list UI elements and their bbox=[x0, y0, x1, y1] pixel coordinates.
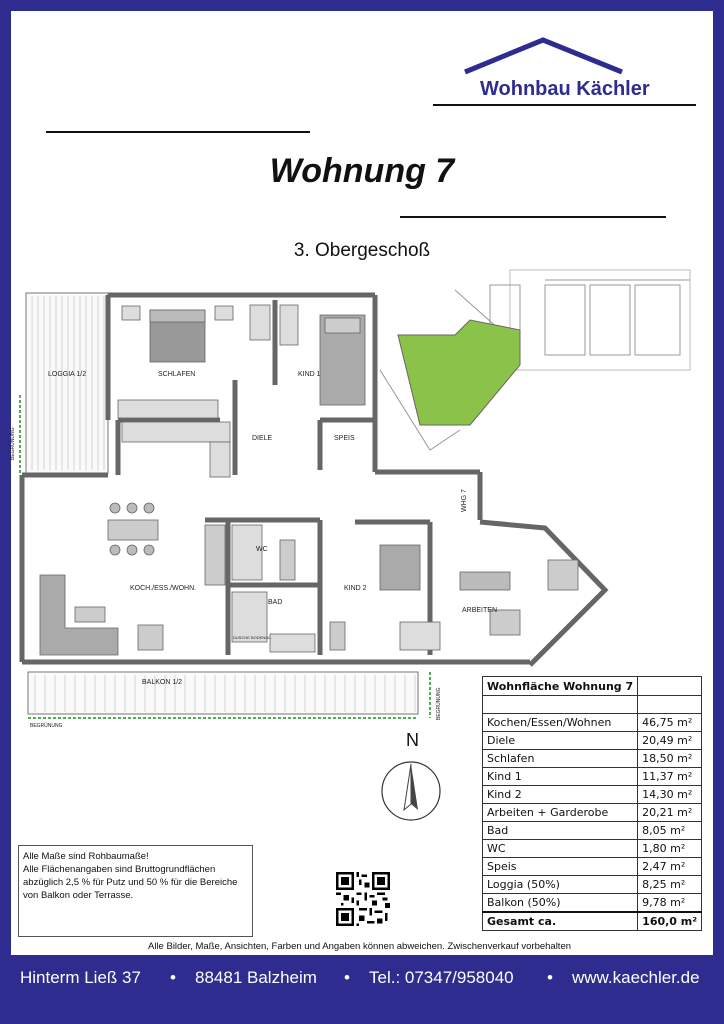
label-arbeiten: ARBEITEN bbox=[462, 607, 498, 614]
footer-address: Hinterm Ließ 37 bbox=[20, 968, 141, 987]
label-koch: KOCH./ESS./WOHN. bbox=[130, 585, 197, 592]
label-kind2: KIND 2 bbox=[344, 585, 367, 592]
label-greenery-bottom: BEGRÜNUNG bbox=[30, 723, 63, 729]
label-bad: BAD bbox=[268, 599, 283, 606]
footer-bullet: • bbox=[547, 968, 553, 987]
qr-code-icon bbox=[336, 872, 390, 926]
floor-label: 3. Obergeschoß bbox=[293, 240, 431, 261]
table-row: WC 1,80 m² bbox=[483, 840, 702, 858]
label-greenery-right: BEGRÜNUNG bbox=[436, 687, 442, 720]
notes-box bbox=[18, 845, 253, 937]
disclaimer: Alle Bilder, Maße, Ansichten, Farben und Angaben können abweichen. Zwischenverkauf vorbehalten bbox=[148, 941, 572, 952]
table-row: Loggia (50%) 8,25 m² bbox=[483, 876, 702, 894]
footer-phone: Tel.: 07347/958040 bbox=[369, 968, 514, 987]
footer-website-link[interactable]: www.kaechler.de bbox=[572, 968, 700, 987]
area-table-header-row bbox=[483, 677, 702, 696]
table-total-row: Gesamt ca. 160,0 m² bbox=[483, 912, 702, 931]
label-greenery-left: BEGRÜNUNG bbox=[10, 427, 16, 460]
label-shower: DUSCHE BODENGL. bbox=[233, 635, 272, 640]
table-row: Bad 8,05 m² bbox=[483, 822, 702, 840]
apartment-title: Wohnung 7 bbox=[269, 152, 455, 190]
table-row: Kind 2 14,30 m² bbox=[483, 786, 702, 804]
label-whg: WHG 7 bbox=[461, 489, 468, 512]
table-row: Kochen/Essen/Wohnen 46,75 m² bbox=[483, 714, 702, 732]
label-diele: DIELE bbox=[252, 435, 273, 442]
footer-bullet: • bbox=[170, 968, 176, 987]
note-line: von Balkon oder Terrasse. bbox=[23, 890, 134, 901]
table-row: Diele 20,49 m² bbox=[483, 732, 702, 750]
label-balkon: BALKON 1/2 bbox=[142, 679, 183, 686]
note-line: Alle Maße sind Rohbaumaße! bbox=[23, 851, 149, 862]
label-schlafen: SCHLAFEN bbox=[158, 371, 196, 378]
compass-icon bbox=[380, 760, 442, 822]
footer-bullet: • bbox=[344, 968, 350, 987]
footer-bar bbox=[0, 962, 724, 996]
note-line: abzüglich 2,5 % für Putz und 50 % für die Bereiche bbox=[23, 877, 238, 888]
table-row: Schlafen 18,50 m² bbox=[483, 750, 702, 768]
key-plan-apartment-highlight bbox=[398, 320, 520, 425]
north-label: N bbox=[406, 730, 419, 750]
balcony-area bbox=[28, 672, 430, 718]
table-row: Arbeiten + Garderobe 20,21 m² bbox=[483, 804, 702, 822]
label-kind1: KIND 1 bbox=[298, 371, 321, 378]
area-table bbox=[482, 676, 702, 931]
brand-logo-text: Wohnbau Kächler bbox=[480, 78, 650, 100]
loggia-area bbox=[20, 293, 108, 475]
label-speis: SPEIS bbox=[334, 435, 355, 442]
table-row: Kind 1 11,37 m² bbox=[483, 768, 702, 786]
table-row: Speis 2,47 m² bbox=[483, 858, 702, 876]
label-wc: WC bbox=[256, 546, 268, 553]
area-table-header: Wohnfläche Wohnung 7 bbox=[483, 677, 638, 696]
table-row: Balkon (50%) 9,78 m² bbox=[483, 894, 702, 913]
label-loggia: LOGGIA 1/2 bbox=[48, 371, 87, 378]
note-line: Alle Flächenangaben sind Bruttogrundflächen bbox=[23, 864, 216, 875]
footer-city: 88481 Balzheim bbox=[195, 968, 317, 987]
